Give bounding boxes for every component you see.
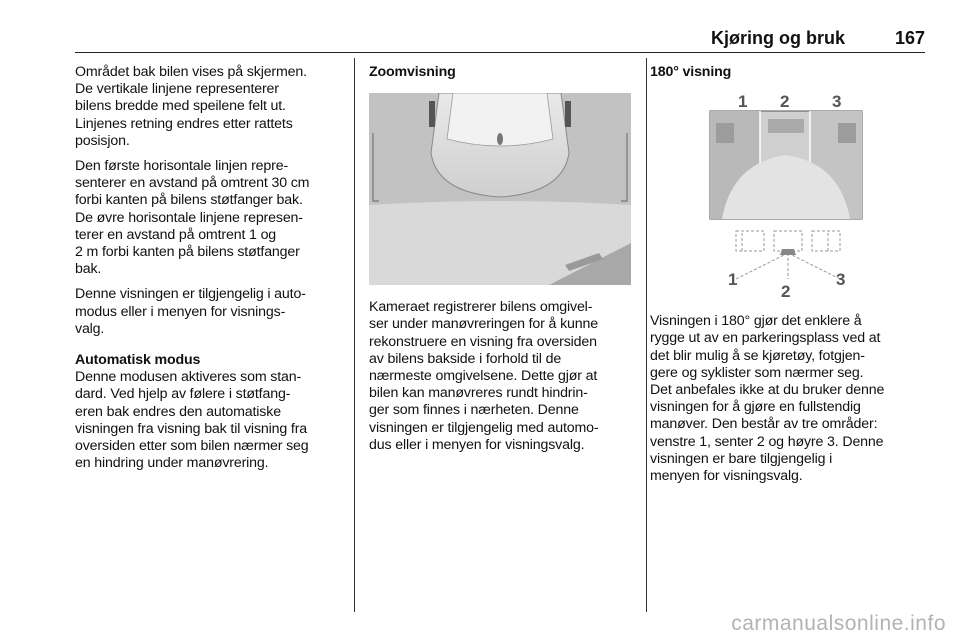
section-title: Kjøring og bruk (711, 28, 845, 48)
paragraph: Den første horisontale linjen repre- senterer en avstand på omtrent 30 cm forbi kanten på bilens støtfanger bak. De øvre horisontale linjene represen- terer en avstand på omtrent 1 og 2 m forbi kanten på bilens støtfanger bak. (75, 158, 310, 278)
view-180-illustration (650, 93, 926, 299)
figure-label-2: 2 (780, 93, 790, 112)
paragraph: Kameraet registrerer bilens omgivel- ser under manøvreringen for å kunne rekonstruere en visning fra oversiden av bilens bakside i forhold til de nærmeste omgivelsene. Dette gjør at bilen kan manøvreres rundt hindrin- ger som finnes i nærheten. Denne visningen er tilgjengelig med automo- dus eller i menyen for visningsvalg. (369, 299, 599, 453)
subheading-zoom-view: Zoomvisning (369, 64, 456, 80)
text-column-right (650, 64, 926, 493)
zoom-view-illustration (369, 93, 631, 285)
watermark: carmanualsonline.info (731, 612, 946, 635)
paragraph: Denne modusen aktiveres som stan- dard. Ved hjelp av følere i støtfang- eren bak endres den automatiske visningen fra visning bak til visning fra oversiden etter som bilen nærmer seg en hindring under manøvrering. (75, 369, 309, 472)
page-number: 167 (894, 28, 925, 48)
text-column-middle (369, 64, 635, 462)
subheading-automatic-mode: Automatisk modus (75, 352, 201, 369)
column-divider (646, 58, 647, 612)
figure-label-2: 2 (781, 282, 791, 300)
page-header (75, 26, 925, 53)
figure-label-1: 1 (728, 270, 738, 290)
text-column-left (75, 64, 345, 480)
column-divider (354, 58, 355, 612)
paragraph: Visningen i 180° gjør det enklere å rygge ut av en parkeringsplass ved at det blir mulig å se kjøretøy, fotgjen- gere og syklister som nærmer seg. Det anbefales ikke at du bruker denne visningen for å gjøre en fullstendig manøver. Den består av tre områder: venstre 1, senter 2 og høyre 3. Denne visningen er bare tilgjengelig i menyen for visningsvalg. (650, 313, 885, 485)
paragraph: Denne visningen er tilgjengelig i auto- modus eller i menyen for visnings- valg. (75, 286, 306, 337)
subheading-180-view: 180° visning (650, 64, 732, 80)
figure-label-3: 3 (836, 270, 846, 290)
figure-label-3: 3 (832, 93, 842, 112)
figure-label-1: 1 (738, 93, 748, 112)
paragraph: Området bak bilen vises på skjermen. De vertikale linjene representerer bilens bredde med speilene felt ut. Linjenes retning endres etter rattets posisjon. (75, 64, 307, 149)
